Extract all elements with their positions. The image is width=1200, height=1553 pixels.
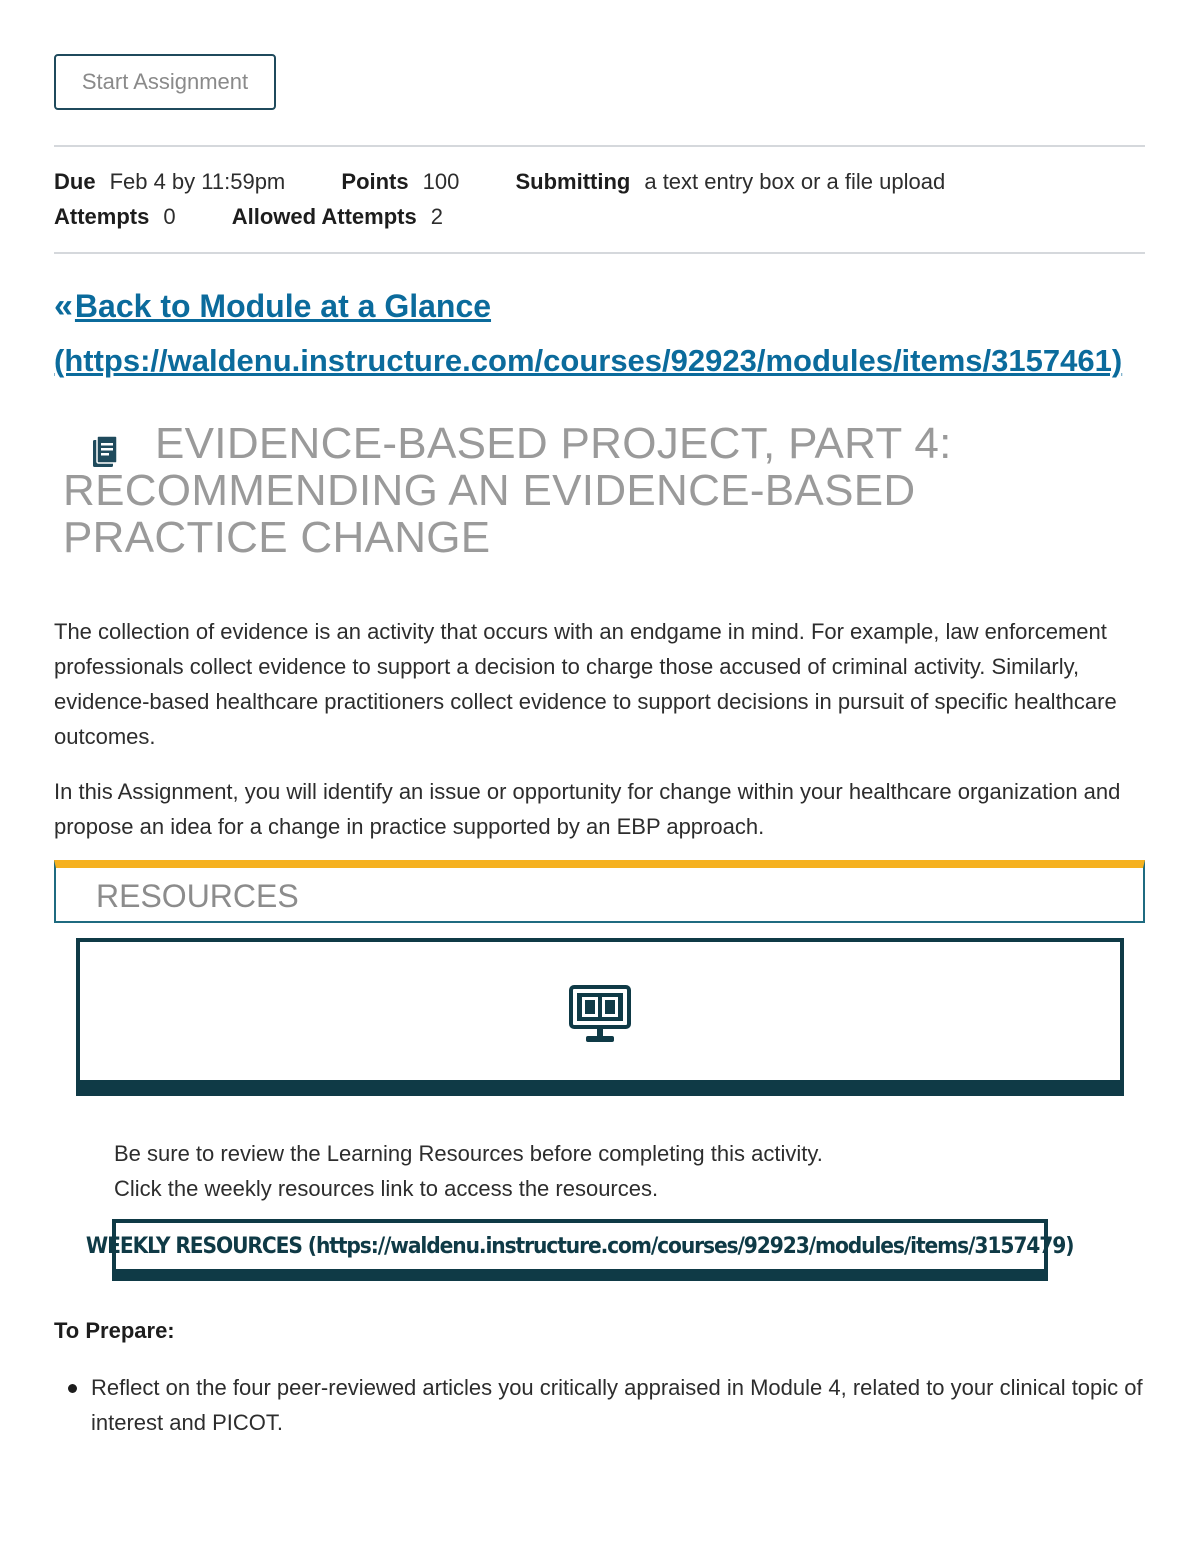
start-assignment-button[interactable]: Start Assignment [54, 54, 276, 110]
attempts-value: 0 [163, 204, 176, 229]
divider-bottom [54, 252, 1145, 254]
back-to-module-link[interactable] [54, 287, 491, 326]
allowed-attempts-info [232, 204, 443, 230]
submitting-info [515, 169, 945, 195]
double-chevron-left-icon: « [54, 287, 67, 325]
resources-banner [76, 938, 1124, 1096]
monitor-book-icon [568, 984, 632, 1046]
bullet-dot-icon [68, 1384, 77, 1393]
title-line-3: PRACTICE CHANGE [63, 513, 491, 562]
resources-header-label: RESOURCES [96, 878, 299, 914]
points-info [341, 169, 459, 195]
assignment-meta-row-1 [54, 169, 995, 195]
resources-note-2: Click the weekly resources link to access the resources. [114, 1176, 659, 1201]
weekly-resources-button[interactable] [86, 1219, 1074, 1281]
due-info [54, 169, 285, 195]
list-item [64, 1370, 1154, 1440]
points-label: Points [341, 169, 409, 194]
resources-note-1: Be sure to review the Learning Resources before completing this activity. [114, 1141, 823, 1166]
back-link-text: Back to Module at a Glance [74, 288, 492, 324]
resources-header [54, 860, 1145, 923]
attempts-label: Attempts [54, 204, 150, 229]
title-line-1: EVIDENCE-BASED PROJECT, PART 4: [155, 419, 952, 468]
intro-paragraph-1: The collection of evidence is an activity that occurs with an endgame in mind. For example, law enforcement professionals collect evidence to support a decision to charge those accused of criminal activity. Similarly, evidence-based healthcare practitioners collect evidence to support decisions in pursuit of specific healthcare outcomes. [54, 619, 1117, 749]
to-prepare-heading: To Prepare: [54, 1318, 175, 1343]
points-value: 100 [422, 169, 460, 194]
weekly-resources-label: WEEKLY RESOURCES (https://waldenu.instructure.com/courses/92923/modules/items/3157479) [86, 1233, 1074, 1259]
assignment-meta-row-2 [54, 204, 493, 230]
divider-top [54, 145, 1145, 147]
title-line-2: RECOMMENDING AN EVIDENCE-BASED [63, 466, 916, 515]
attempts-info [54, 204, 176, 230]
list-item-text: Reflect on the four peer-reviewed articles you critically appraised in Module 4, related to your clinical topic of interest and PICOT. [91, 1375, 1143, 1435]
back-to-module-url[interactable]: (https://waldenu.instructure.com/courses/92923/modules/items/3157461) [54, 343, 1123, 378]
allowed-attempts-label: Allowed Attempts [231, 204, 417, 229]
page-title [63, 420, 1063, 561]
submitting-label: Submitting [515, 169, 631, 194]
due-value: Feb 4 by 11:59pm [109, 169, 286, 194]
intro-paragraph-2: In this Assignment, you will identify an issue or opportunity for change within your healthcare organization and propose an idea for a change in practice supported by an EBP approach. [54, 779, 1121, 839]
submitting-value: a text entry box or a file upload [644, 169, 946, 194]
allowed-attempts-value: 2 [430, 204, 443, 229]
due-label: Due [54, 169, 96, 194]
